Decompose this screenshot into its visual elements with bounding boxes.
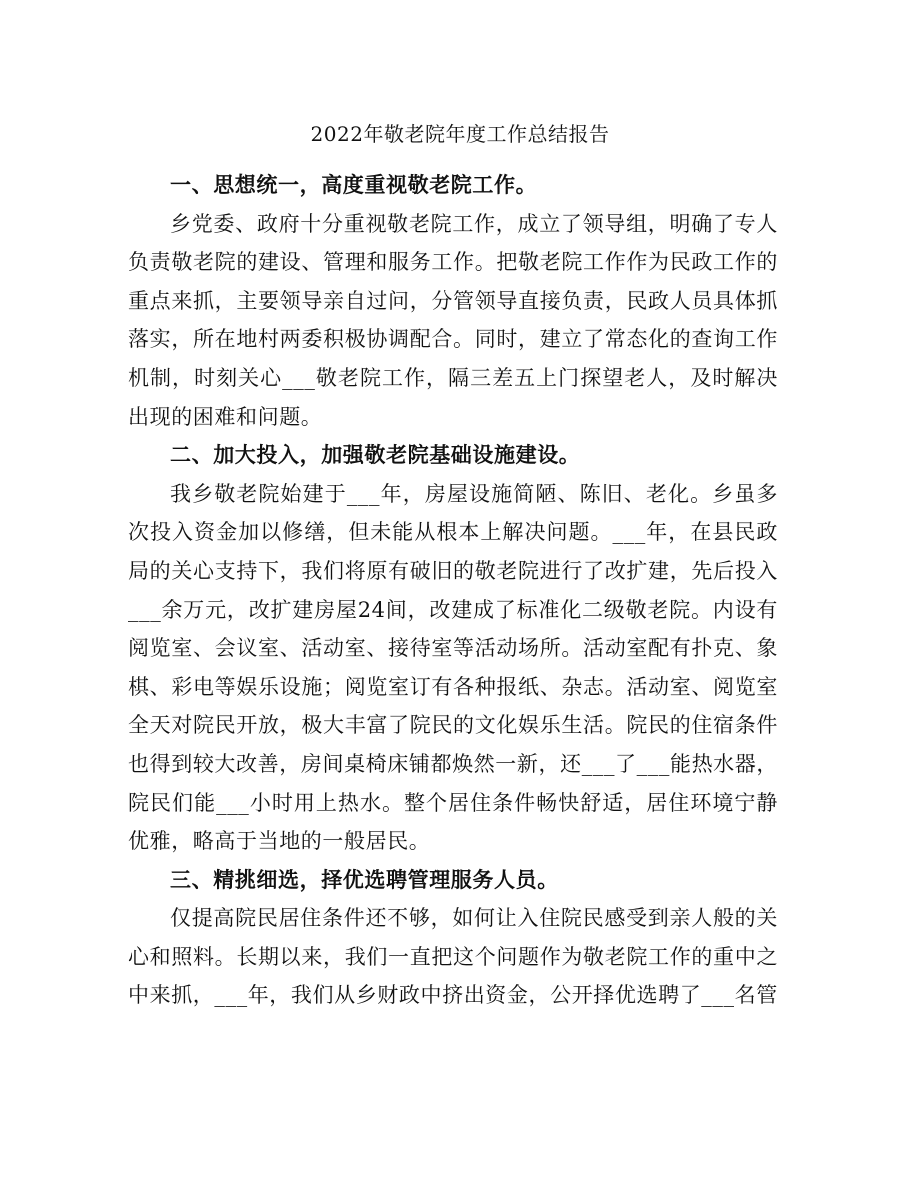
section-heading-3: 三、精挑细选，择优选聘管理服务人员。: [170, 866, 559, 892]
section-heading-2: 二、加大投入，加强敬老院基础设施建设。: [170, 442, 581, 468]
section-paragraph-3: 仅提高院民居住条件还不够，如何让入住院民感受到亲人般的关心和照料。长期以来，我们一直把这个问题作为敬老院工作的重中之中来抓，___年，我们从乡财政中挤出资金，公开择优选聘了___名管: [128, 906, 778, 1008]
section-paragraph-2: 我乡敬老院始建于___年，房屋设施简陋、陈旧、老化。乡虽多次投入资金加以修缮，但未能从根本上解决问题。___年，在县民政局的关心支持下，我们将原有破旧的敬老院进行了改扩建，先后投入___余万元，改扩建房屋24间，改建成了标准化二级敬老院。内设有阅览室、会议室、活动室、接待室等活动场所。活动室配有扑克、象棋、彩电等娱乐设施；阅览室订有各种报纸、杂志。活动室、阅览室全天对院民开放，极大丰富了院民的文化娱乐生活。院民的住宿条件也得到较大改善，房间桌椅床铺都焕然一新，还___了___能热水器，院民们能___小时用上热水。整个居住条件畅快舒适，居住环境宁静优雅，略高于当地的一般居民。: [128, 481, 778, 854]
document-body: [128, 166, 778, 1015]
document-title: 2022年敬老院年度工作总结报告: [310, 122, 610, 146]
section-heading-1: 一、思想统一，高度重视敬老院工作。: [170, 172, 538, 197]
section-paragraph-1: 乡党委、政府十分重视敬老院工作，成立了领导组，明确了专人负责敬老院的建设、管理和服务工作。把敬老院工作作为民政工作的重点来抓，主要领导亲自过问，分管领导直接负责，民政人员具体抓落实，所在地村两委积极协调配合。同时，建立了常态化的查询工作机制，时刻关心___敬老院工作，隔三差五上门探望老人，及时解决出现的困难和问题。: [128, 211, 778, 429]
